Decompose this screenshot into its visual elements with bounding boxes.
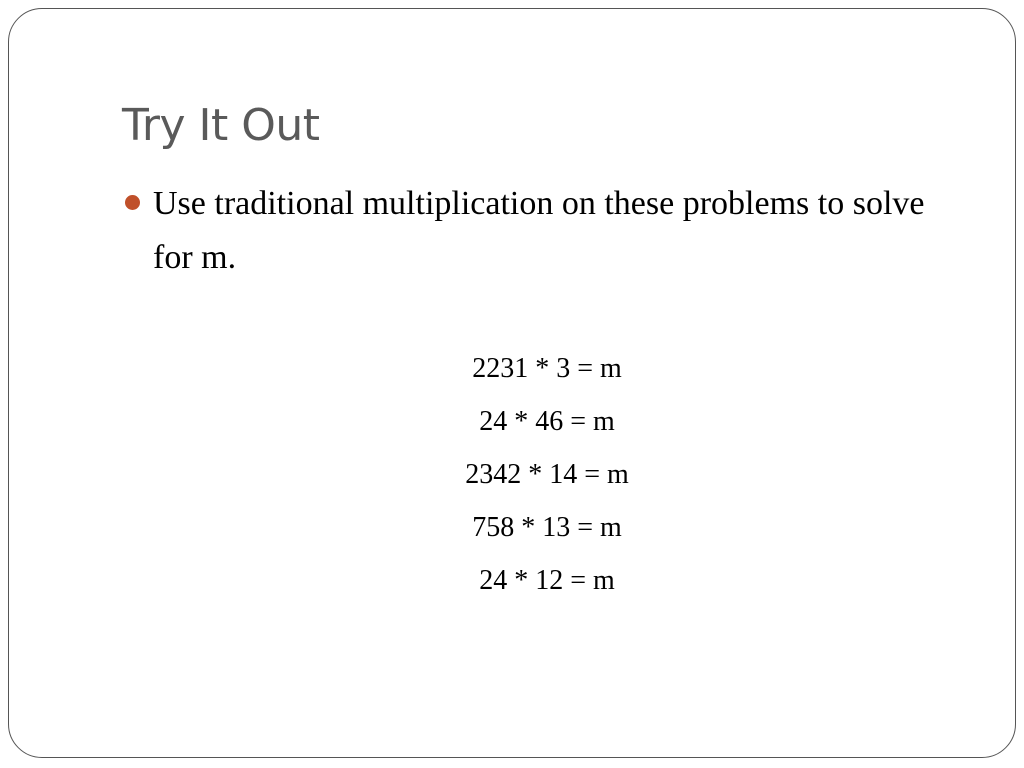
bullet-icon <box>125 195 140 210</box>
equation-3: 2342 * 14 = m <box>465 459 629 490</box>
equation-5: 24 * 12 = m <box>479 565 615 596</box>
slide-title: Try It Out <box>122 100 320 151</box>
equation-2: 24 * 46 = m <box>479 406 615 437</box>
slide-frame <box>8 8 1016 758</box>
equation-4: 758 * 13 = m <box>472 512 622 543</box>
bullet-text: Use traditional multiplication on these problems to solve for m. <box>153 185 925 276</box>
equation-1: 2231 * 3 = m <box>472 353 622 384</box>
bullet-item <box>122 177 962 285</box>
bullet-list <box>122 177 962 285</box>
equation-list <box>347 342 747 607</box>
